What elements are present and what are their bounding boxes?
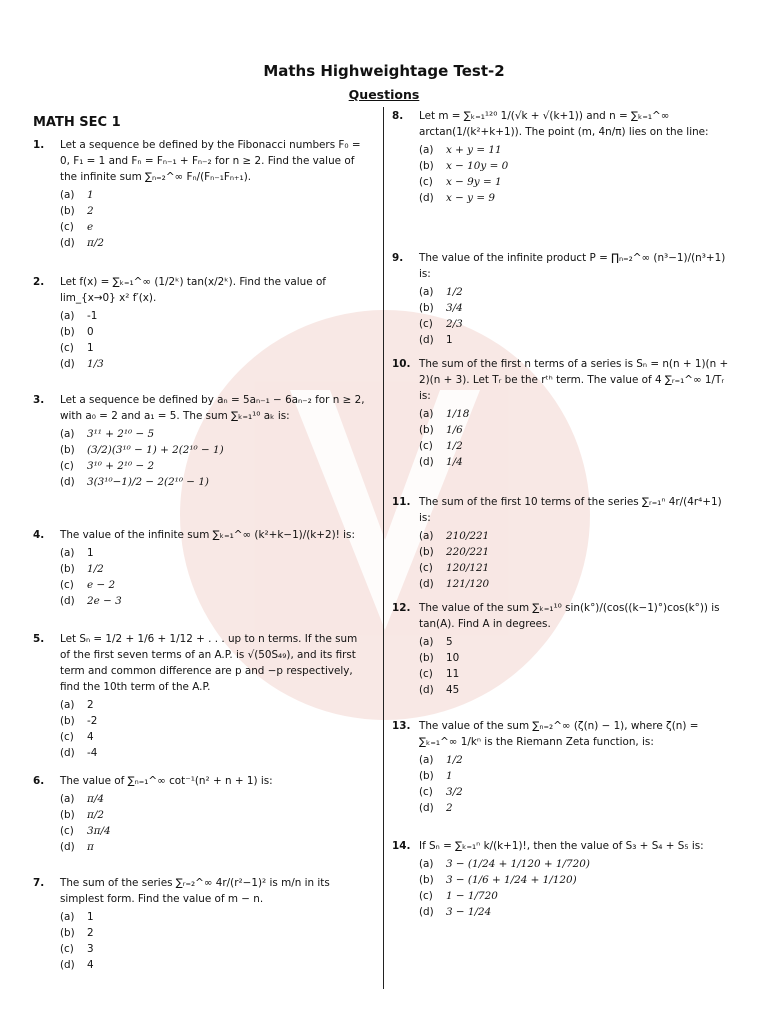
question-number: 7. bbox=[33, 877, 45, 889]
option-label: (b) bbox=[419, 770, 434, 782]
option[interactable] bbox=[60, 839, 368, 855]
option-label: (a) bbox=[60, 699, 75, 711]
option[interactable] bbox=[419, 576, 732, 592]
question bbox=[392, 108, 732, 206]
question-number: 1. bbox=[33, 139, 45, 151]
option[interactable] bbox=[419, 784, 732, 800]
option-label: (d) bbox=[60, 358, 75, 370]
option-value: 3 − (1/6 + 1/24 + 1/120) bbox=[446, 874, 577, 886]
option-label: (d) bbox=[60, 959, 75, 971]
option-value: 1/2 bbox=[446, 754, 463, 766]
option[interactable] bbox=[60, 219, 368, 235]
option[interactable] bbox=[60, 356, 368, 372]
option[interactable] bbox=[60, 561, 368, 577]
page-subtitle: Questions bbox=[348, 87, 420, 102]
option-value: 1 bbox=[446, 770, 453, 782]
question-text: The value of the sum ∑ₖ₌₁¹⁰ sin(k°)/(cos((k−1)°)cos(k°)) is tan(A). Find A in degrees. bbox=[419, 602, 720, 630]
question-number: 11. bbox=[392, 496, 411, 508]
option-label: (d) bbox=[60, 841, 75, 853]
option[interactable] bbox=[60, 458, 368, 474]
option[interactable] bbox=[60, 340, 368, 356]
question-text: If Sₙ = ∑ₖ₌₁ⁿ k/(k+1)!, then the value of S₃ + S₄ + S₅ is: bbox=[419, 840, 704, 852]
options-list bbox=[419, 856, 732, 920]
options-list bbox=[419, 406, 732, 470]
question-text: Let f(x) = ∑ₖ₌₁^∞ (1/2ᵏ) tan(x/2ᵏ). Find the value of lim_{x→0} x² f′(x). bbox=[60, 276, 326, 304]
options-list bbox=[60, 426, 368, 490]
option-value: 4 bbox=[87, 731, 94, 743]
option-value: 3/2 bbox=[446, 786, 463, 798]
question-text: Let m = ∑ₖ₌₁¹²⁰ 1/(√k + √(k+1)) and n = ∑ₖ₌₁^∞ arctan(1/(k²+k+1)). The point (m, 4n/π) lies on the line: bbox=[419, 110, 709, 138]
question-number: 12. bbox=[392, 602, 411, 614]
option-label: (b) bbox=[60, 326, 75, 338]
option-label: (a) bbox=[60, 911, 75, 923]
question bbox=[392, 494, 732, 592]
option-value: 120/121 bbox=[446, 562, 490, 574]
option-value: (3/2)(3¹⁰ − 1) + 2(2¹⁰ − 1) bbox=[87, 444, 224, 456]
question bbox=[392, 838, 732, 920]
question bbox=[392, 600, 732, 698]
question-text: Let a sequence be defined by aₙ = 5aₙ₋₁ − 6aₙ₋₂ for n ≥ 2, with a₀ = 2 and a₁ = 5. The sum ∑ₖ₌₁¹⁰ aₖ is: bbox=[60, 394, 365, 422]
option-value: 3 − 1/24 bbox=[446, 906, 492, 918]
option-value: -2 bbox=[87, 715, 98, 727]
option[interactable] bbox=[60, 791, 368, 807]
question-number: 6. bbox=[33, 775, 45, 787]
option[interactable] bbox=[419, 800, 732, 816]
option[interactable] bbox=[60, 925, 368, 941]
option-value: x − 9y = 1 bbox=[446, 176, 502, 188]
option-label: (b) bbox=[60, 563, 75, 575]
option-value: -4 bbox=[87, 747, 98, 759]
option[interactable] bbox=[60, 545, 368, 561]
option[interactable] bbox=[60, 909, 368, 925]
option[interactable] bbox=[419, 666, 732, 682]
option[interactable] bbox=[419, 888, 732, 904]
option[interactable] bbox=[60, 474, 368, 490]
option[interactable] bbox=[60, 426, 368, 442]
options-list bbox=[419, 528, 732, 592]
question-text: The sum of the first 10 terms of the series ∑ᵣ₌₁ⁿ 4r/(4r⁴+1) is: bbox=[419, 496, 722, 524]
option-value: π/4 bbox=[87, 793, 104, 805]
option-value: 1/6 bbox=[446, 424, 463, 436]
question-number: 8. bbox=[392, 110, 404, 122]
option-value: 1 bbox=[87, 547, 94, 559]
option-label: (d) bbox=[419, 906, 434, 918]
option-value: 3/4 bbox=[446, 302, 463, 314]
question-text: The value of ∑ₙ₌₁^∞ cot⁻¹(n² + n + 1) is: bbox=[60, 775, 273, 787]
option-value: 210/221 bbox=[446, 530, 490, 542]
question-text: The value of the sum ∑ₙ₌₂^∞ (ζ(n) − 1), where ζ(n) = ∑ₖ₌₁^∞ 1/kⁿ is the Riemann Zeta function, is: bbox=[419, 720, 699, 748]
option-label: (a) bbox=[419, 144, 434, 156]
option[interactable] bbox=[419, 856, 732, 872]
option-label: (c) bbox=[60, 943, 74, 955]
option-label: (b) bbox=[419, 546, 434, 558]
option-label: (b) bbox=[419, 160, 434, 172]
option-label: (c) bbox=[60, 342, 74, 354]
option-label: (a) bbox=[419, 408, 434, 420]
option-label: (b) bbox=[60, 715, 75, 727]
option-value: e bbox=[87, 221, 94, 233]
question-text: Let Sₙ = 1/2 + 1/6 + 1/12 + . . . up to n terms. If the sum of the first seven terms of an A.P. is √(50S₄₉), and its first term and common difference are p and −p respectively, find the 10th term of the A.P. bbox=[60, 633, 358, 693]
option-label: (b) bbox=[60, 809, 75, 821]
option-label: (a) bbox=[419, 858, 434, 870]
option[interactable] bbox=[419, 872, 732, 888]
option-value: 45 bbox=[446, 684, 460, 696]
option-label: (d) bbox=[419, 456, 434, 468]
option[interactable] bbox=[60, 577, 368, 593]
section-title: MATH SEC 1 bbox=[33, 115, 121, 130]
option-label: (c) bbox=[60, 825, 74, 837]
option-value: 3¹¹ + 2¹⁰ − 5 bbox=[87, 428, 155, 440]
options-list bbox=[60, 545, 368, 609]
option-label: (c) bbox=[60, 579, 74, 591]
option-value: x + y = 11 bbox=[446, 144, 502, 156]
question bbox=[33, 875, 368, 973]
option-label: (a) bbox=[60, 793, 75, 805]
option-value: π bbox=[87, 841, 94, 853]
option-label: (a) bbox=[60, 428, 75, 440]
option-label: (b) bbox=[419, 652, 434, 664]
question-number: 9. bbox=[392, 252, 404, 264]
option-value: 2 bbox=[87, 927, 94, 939]
option-label: (c) bbox=[60, 460, 74, 472]
question bbox=[392, 250, 732, 348]
column-divider bbox=[383, 107, 384, 989]
option-label: (a) bbox=[60, 547, 75, 559]
option-label: (c) bbox=[419, 890, 433, 902]
option[interactable] bbox=[419, 768, 732, 784]
option-label: (c) bbox=[419, 786, 433, 798]
option-label: (c) bbox=[419, 668, 433, 680]
option-value: 11 bbox=[446, 668, 460, 680]
option-value: 1 bbox=[87, 189, 94, 201]
options-list bbox=[419, 634, 732, 698]
option[interactable] bbox=[60, 713, 368, 729]
option-label: (b) bbox=[60, 444, 75, 456]
option-value: 3 bbox=[87, 943, 94, 955]
question-number: 10. bbox=[392, 358, 411, 370]
option-value: 1/2 bbox=[446, 286, 463, 298]
options-list bbox=[60, 909, 368, 973]
option-value: 5 bbox=[446, 636, 453, 648]
option-value: x − 10y = 0 bbox=[446, 160, 509, 172]
option[interactable] bbox=[60, 235, 368, 251]
option-value: 1/3 bbox=[87, 358, 104, 370]
option-value: 2 bbox=[446, 802, 453, 814]
option-label: (d) bbox=[419, 684, 434, 696]
question-text: The value of the infinite sum ∑ₖ₌₁^∞ (k²+k−1)/(k+2)! is: bbox=[60, 529, 355, 541]
option-label: (b) bbox=[419, 424, 434, 436]
option[interactable] bbox=[60, 187, 368, 203]
question bbox=[33, 274, 368, 372]
question-text: The sum of the series ∑ᵣ₌₂^∞ 4r/(r²−1)² is m/n in its simplest form. Find the value of m − n. bbox=[60, 877, 330, 905]
option-value: 1/18 bbox=[446, 408, 470, 420]
option[interactable] bbox=[419, 406, 732, 422]
question-number: 4. bbox=[33, 529, 45, 541]
option-value: x − y = 9 bbox=[446, 192, 495, 204]
option-value: 220/221 bbox=[446, 546, 490, 558]
option-label: (b) bbox=[60, 927, 75, 939]
option-value: 4 bbox=[87, 959, 94, 971]
option-value: -1 bbox=[87, 310, 98, 322]
option-value: 2/3 bbox=[446, 318, 463, 330]
option-label: (a) bbox=[419, 636, 434, 648]
option[interactable] bbox=[60, 324, 368, 340]
option-label: (b) bbox=[419, 302, 434, 314]
option[interactable] bbox=[60, 957, 368, 973]
option-label: (d) bbox=[419, 578, 434, 590]
option[interactable] bbox=[419, 316, 732, 332]
option-label: (d) bbox=[60, 237, 75, 249]
option[interactable] bbox=[419, 422, 732, 438]
option-value: 1 bbox=[87, 342, 94, 354]
options-list bbox=[419, 142, 732, 206]
option[interactable] bbox=[419, 634, 732, 650]
option-label: (a) bbox=[60, 310, 75, 322]
option-value: 1/2 bbox=[446, 440, 463, 452]
option-label: (a) bbox=[419, 286, 434, 298]
option[interactable] bbox=[419, 544, 732, 560]
option[interactable] bbox=[419, 682, 732, 698]
option-label: (d) bbox=[60, 747, 75, 759]
option[interactable] bbox=[419, 650, 732, 666]
option[interactable] bbox=[419, 284, 732, 300]
option[interactable] bbox=[60, 593, 368, 609]
question bbox=[33, 392, 368, 490]
option[interactable] bbox=[419, 454, 732, 470]
options-list bbox=[60, 187, 368, 251]
option[interactable] bbox=[60, 729, 368, 745]
option-value: 1 − 1/720 bbox=[446, 890, 498, 902]
question-number: 5. bbox=[33, 633, 45, 645]
option[interactable] bbox=[419, 438, 732, 454]
option-label: (d) bbox=[60, 476, 75, 488]
options-list bbox=[419, 752, 732, 816]
option-label: (a) bbox=[419, 530, 434, 542]
question-text: The value of the infinite product P = ∏ₙ₌₂^∞ (n³−1)/(n³+1) is: bbox=[419, 252, 726, 280]
option[interactable] bbox=[419, 528, 732, 544]
option-value: π/2 bbox=[87, 237, 104, 249]
option-label: (c) bbox=[419, 562, 433, 574]
option-label: (b) bbox=[60, 205, 75, 217]
option[interactable] bbox=[60, 745, 368, 761]
option[interactable] bbox=[419, 142, 732, 158]
option-label: (d) bbox=[419, 334, 434, 346]
option[interactable] bbox=[60, 203, 368, 219]
option-value: 1 bbox=[446, 334, 453, 346]
option-value: 0 bbox=[87, 326, 94, 338]
question bbox=[33, 773, 368, 855]
question-number: 14. bbox=[392, 840, 411, 852]
option-label: (c) bbox=[60, 731, 74, 743]
option-label: (c) bbox=[419, 440, 433, 452]
option[interactable] bbox=[419, 904, 732, 920]
option-label: (c) bbox=[60, 221, 74, 233]
option[interactable] bbox=[419, 158, 732, 174]
option[interactable] bbox=[60, 941, 368, 957]
question bbox=[33, 631, 368, 761]
option-value: 3π/4 bbox=[87, 825, 111, 837]
options-list bbox=[60, 791, 368, 855]
question-number: 2. bbox=[33, 276, 45, 288]
option-value: 1 bbox=[87, 911, 94, 923]
page-title: Maths Highweightage Test-2 bbox=[263, 62, 505, 80]
option[interactable] bbox=[419, 174, 732, 190]
option[interactable] bbox=[60, 823, 368, 839]
option-label: (d) bbox=[419, 192, 434, 204]
option[interactable] bbox=[60, 308, 368, 324]
question-text: Let a sequence be defined by the Fibonacci numbers F₀ = 0, F₁ = 1 and Fₙ = Fₙ₋₁ + Fₙ₋₂ for n ≥ 2. Find the value of the infinite sum ∑ₙ₌₂^∞ Fₙ/(Fₙ₋₁Fₙ₊₁). bbox=[60, 139, 361, 183]
option-value: 10 bbox=[446, 652, 460, 664]
option-value: 1/2 bbox=[87, 563, 104, 575]
option[interactable] bbox=[419, 190, 732, 206]
option[interactable] bbox=[60, 442, 368, 458]
option-value: 2 bbox=[87, 205, 94, 217]
question bbox=[33, 137, 368, 251]
option-value: π/2 bbox=[87, 809, 104, 821]
option[interactable] bbox=[60, 807, 368, 823]
option-value: 3¹⁰ + 2¹⁰ − 2 bbox=[87, 460, 155, 472]
option-value: 3(3¹⁰−1)/2 − 2(2¹⁰ − 1) bbox=[87, 476, 209, 488]
option-label: (d) bbox=[60, 595, 75, 607]
question-number: 3. bbox=[33, 394, 45, 406]
question bbox=[33, 527, 368, 609]
option[interactable] bbox=[419, 752, 732, 768]
options-list bbox=[419, 284, 732, 348]
option-value: 121/120 bbox=[446, 578, 490, 590]
option[interactable] bbox=[419, 300, 732, 316]
option-value: 2e − 3 bbox=[87, 595, 122, 607]
question bbox=[392, 718, 732, 816]
options-list bbox=[60, 697, 368, 761]
options-list bbox=[60, 308, 368, 372]
option-value: 1/4 bbox=[446, 456, 463, 468]
option[interactable] bbox=[419, 332, 732, 348]
option[interactable] bbox=[419, 560, 732, 576]
option-value: e − 2 bbox=[87, 579, 116, 591]
option[interactable] bbox=[60, 697, 368, 713]
question-number: 13. bbox=[392, 720, 411, 732]
option-value: 2 bbox=[87, 699, 94, 711]
question bbox=[392, 356, 732, 470]
option-label: (d) bbox=[419, 802, 434, 814]
question-text: The sum of the first n terms of a series is Sₙ = n(n + 1)(n + 2)(n + 3). Let Tᵣ be the rᵗʰ term. The value of 4 ∑ᵣ₌₁^∞ 1/Tᵣ is: bbox=[419, 358, 729, 402]
option-value: 3 − (1/24 + 1/120 + 1/720) bbox=[446, 858, 590, 870]
option-label: (c) bbox=[419, 176, 433, 188]
option-label: (a) bbox=[60, 189, 75, 201]
option-label: (c) bbox=[419, 318, 433, 330]
option-label: (b) bbox=[419, 874, 434, 886]
option-label: (a) bbox=[419, 754, 434, 766]
